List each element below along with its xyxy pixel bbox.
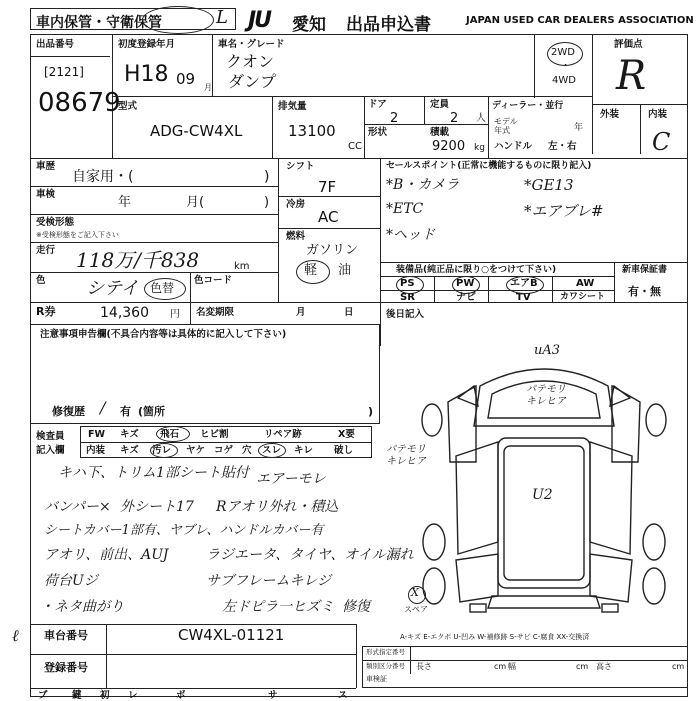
equip-airbag: エアB [510,278,538,289]
recycle-label: R券 [36,305,56,318]
diagram-top-mark: uA3 [534,343,561,358]
inspection-close: ) [264,195,270,210]
shape-label: 形状 [368,127,388,138]
inspector-r2-3: ヤケ [186,445,206,456]
storage-label: 車内保管・守衛保管 [36,15,162,31]
inspector-r2-2: 汚レ [152,445,172,456]
lot-sub: [2121] [44,65,84,79]
inspector-dirt-circle [150,443,178,458]
org-name: 愛知 [292,15,326,35]
history-label: 車歴 [36,161,56,172]
model-value: ADG-CW4XL [150,122,243,140]
equip-ps-circle [396,276,424,294]
registration-label: 初度登録年月 [118,39,176,50]
bottom-0: ブ [38,690,48,701]
association-name: JAPAN USED CAR DEALERS ASSOCIATION [466,15,694,26]
name-change-month: 月 [296,307,306,318]
displacement-unit: CC [348,141,362,152]
bottom-6: ス [338,690,348,701]
warranty-value: 有・無 [628,285,661,298]
color-label: 色 [36,275,46,286]
doors-label: ドア [368,99,387,110]
displacement-label: 排気量 [278,101,307,112]
remark-9: 荷台Uジ [44,573,98,589]
rating-label: 評価点 [614,39,643,50]
history-close: ) [264,169,270,185]
exterior-label: 外装 [600,109,620,120]
handle-label: ハンドル [494,141,533,152]
mileage-label: 走行 [36,245,56,256]
repair-place: (箇所 [138,405,166,418]
spare-mark: X [411,586,419,599]
equipment-label: 装備品(純正品に限り○をつけて下さい) [396,265,557,275]
equip-tv: TV [516,292,531,303]
ac-label: 冷房 [286,199,306,210]
remark-12: 左ドピラ一ヒズミ [222,599,334,615]
remark-11: ・ネタ曲がり [40,599,124,615]
dim-height: 高さ [596,662,612,671]
remark-7: アオリ、前出、AUJ [44,547,169,563]
dealer-label: ディーラー・並行 [492,101,564,111]
bottom-1: 鍵 [72,690,82,701]
name-change-label: 名変期限 [196,307,235,318]
capacity-label: 定員 [430,99,450,110]
fuel-label: 燃料 [286,231,306,242]
bottom-4: ボ [176,690,186,701]
mileage-unit: km [234,261,250,272]
inspector-r2-8: 破し [334,445,354,456]
dim-width-unit: cm [576,662,589,671]
equip-sr: SR [400,292,415,303]
repair-value: 有 [120,405,131,418]
model-year-label: モデル年式 [494,117,518,135]
remark-1: キハ下、トリム1部シート貼付 [58,465,249,481]
inspector-r2-5: 穴 [242,445,252,456]
shift-label: シフト [286,161,315,172]
sales-point-3: *ヘッド [386,227,435,243]
inspector-r2-0: 内装 [86,445,106,456]
remark-8: ラジエータ、タイヤ、オイル漏れ [206,547,414,563]
fuel-value-2: 軽 [304,263,318,278]
load-value: 9200 [432,139,466,154]
equip-ps: PS [400,278,415,289]
drive-dot: ・ [561,61,571,71]
dim-height-unit: cm [672,662,685,671]
car-grade: ダンプ [228,72,277,91]
remark-pen-mark: ℓ [12,626,19,645]
inspector-flystone-circle [156,426,190,442]
ac-value: AC [318,208,339,226]
color-value: シテイ [86,278,139,299]
lot-number: 08679 [38,88,121,118]
inspection-month: 月( [186,195,205,210]
remark-4: 外シート17 [120,499,194,515]
inspector-r2-4: コゲ [214,445,234,456]
sales-point-1: *B・カメラ [386,177,460,193]
dim-label-1: 形式指定番号 [366,648,405,656]
remark-2: エアーモレ [256,471,326,487]
inspector-r2-7: キレ [294,445,313,456]
bottom-2: 初 [100,690,110,701]
ramp-note: ※受検形態をご記入下さい [36,231,119,239]
chassis-label: 車台番号 [44,629,88,642]
diagram-center-mark: U2 [532,487,553,503]
inspection-label: 車検 [36,189,56,200]
inspection-year: 年 [118,195,132,210]
displacement-value: 13100 [288,122,336,140]
interior-value: C [652,128,671,156]
load-unit: kg [474,143,485,153]
repair-label: 修復歴 [52,405,85,418]
inspector-r2-6: スレ [262,445,282,456]
equip-airbag-circle [506,276,544,294]
remark-5: Rアオリ外れ・積込 [216,499,339,515]
ramp-label: 受検形態 [36,217,75,228]
remark-10: サブフレームキレジ [206,573,331,589]
sales-points-label: セールスポイント(正常に機能するものに限り記入) [386,161,592,171]
sales-point-5: *エアブレ# [524,202,604,220]
load-label: 積載 [430,127,450,138]
inspector-label-1: 検査員 [36,431,65,442]
inspector-scuff-circle [258,443,286,458]
doors-value: 2 [390,111,399,126]
equip-pw-circle [452,276,480,294]
dim-width: 幅 [508,662,516,671]
bottom-3: レ [128,690,138,701]
diagram-note-side: パテモリ キレヒア [386,444,426,467]
dim-label-2: 類別区分番号 [366,662,405,670]
recycle-unit: 円 [170,309,180,320]
mileage-value: 118万/千838 [76,248,200,272]
model-label: 型式 [118,101,138,112]
model-year-unit: 年 [574,123,584,133]
inspector-r1-0: FW [88,429,105,440]
sales-point-4: *GE13 [524,176,574,194]
inspector-r2-1: キズ [120,445,139,456]
inspector-r1-2: 飛石 [160,429,180,440]
storage-mark: L [216,7,228,28]
fuel-value-3: 油 [338,263,352,278]
spare-label: スペア [404,605,428,614]
color-code-label: 色コード [194,275,233,286]
sales-point-2: *ETC [386,201,424,217]
fuel-value: ガソリン [306,243,359,258]
rating-value: R [616,53,647,99]
storage-circle [142,6,214,34]
bottom-5: サ [268,690,278,701]
repair-close: ) [368,405,374,418]
color-changed: 色替 [150,281,175,295]
shift-value: 7F [318,178,337,196]
car-name-label: 車名・グレード [218,39,285,50]
handle-options: 左・右 [548,141,577,152]
registration-era: H18 [124,62,169,87]
ju-logo: JU [248,8,271,33]
registration-month: 09 [176,70,196,88]
remark-13: 修復 [342,599,370,615]
dim-label-3: 車検証 [366,675,387,683]
equip-pw: PW [456,278,475,289]
inspector-r1-3: ヒビ割 [200,429,229,440]
damage-legend: A-キズ E-エクボ U-凹み W-補修跡 S-サビ C-腐食 XX-交換済 [400,633,590,641]
dim-length-unit: cm [494,662,507,671]
remark-6: シートカバー1部有、ヤブレ、ハンドルカバー有 [44,523,324,538]
diagram-note-front: パテモリ キレヒア [526,384,566,407]
repair-slash: / [100,398,106,417]
chassis-value: CW4XL-01121 [178,626,285,644]
drive-2wd: 2WD [551,47,575,58]
history-value: 自家用・( [72,169,134,185]
equip-navi: ナビ [456,292,476,303]
car-name: クオン [226,52,275,71]
reg-number-label: 登録番号 [44,661,88,674]
interior-label: 内装 [648,109,668,120]
rear-seat-label: 後日記入 [386,309,425,320]
warranty-label: 新車保証書 [622,265,668,275]
inspector-label-2: 記入欄 [36,445,65,456]
drive-4wd: 4WD [552,75,576,86]
name-change-day: 日 [344,307,354,318]
dim-length: 長さ [416,662,432,671]
equip-leather: カワシート [560,292,606,302]
equip-aw: AW [576,278,595,289]
capacity-value: 2 [450,111,459,126]
remark-3: バンパー× [44,499,111,515]
capacity-unit: 人 [476,113,486,124]
inspector-r1-4: リペア跡 [264,429,302,440]
inspector-r1-5: X要 [338,429,355,440]
form-title: 出品申込書 [346,15,431,35]
lot-label: 出品番号 [36,39,75,50]
registration-month-unit: 月 [204,83,212,92]
recycle-value: 14,360 [100,305,149,321]
inspector-r1-1: キズ [120,429,139,440]
notes-label: 注意事項申告欄(不具合内容等は具体的に記入して下さい) [40,329,287,340]
